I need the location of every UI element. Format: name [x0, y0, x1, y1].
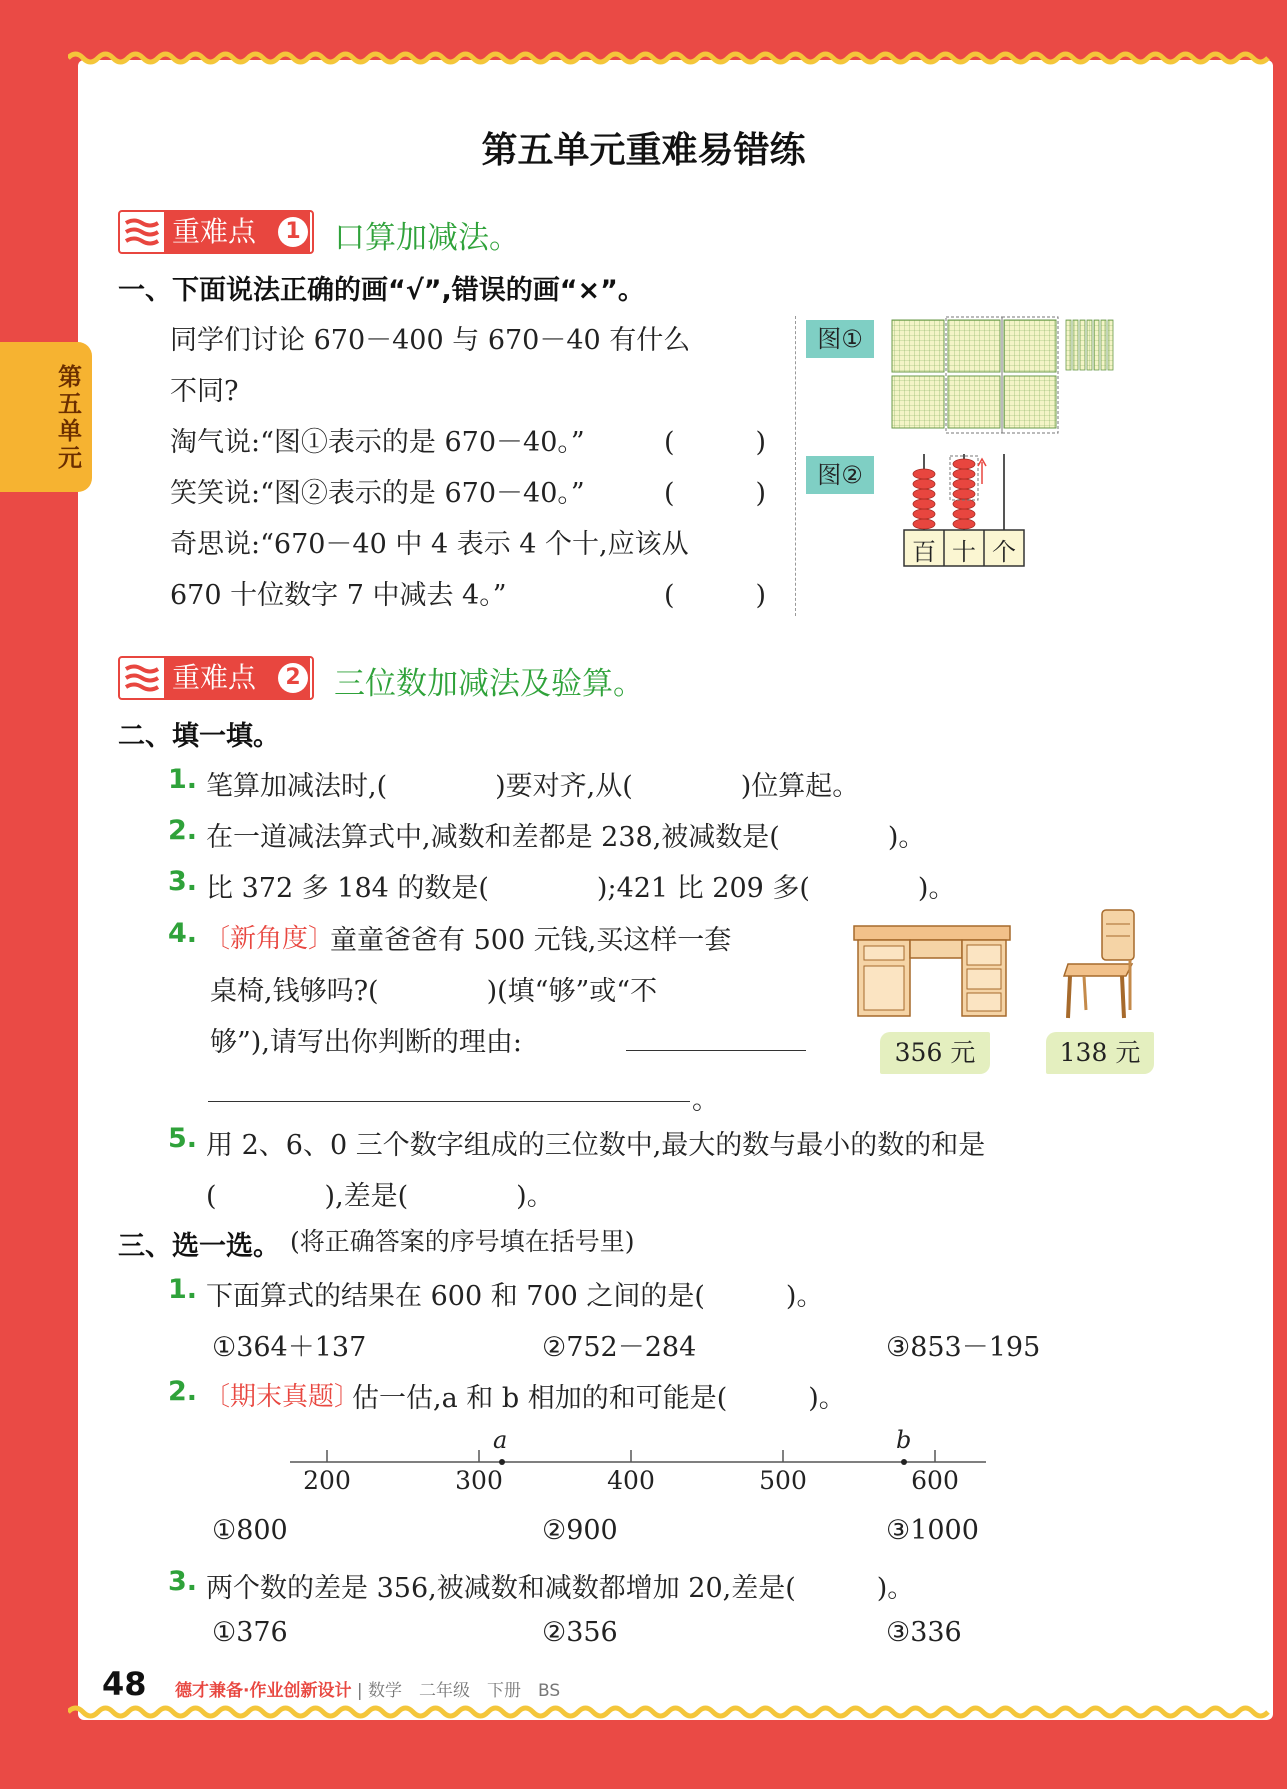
section-3-note: (将正确答案的序号填在括号里) [290, 1227, 635, 1256]
unit-side-tab [0, 342, 92, 492]
q1-intro-line2: 不同? [170, 376, 239, 407]
fill-item-1: 笔算加减法时,( )要对齐,从( )位算起。 [206, 771, 860, 802]
item-number: 5. [168, 1123, 198, 1154]
desk-price: 356 元 [880, 1032, 990, 1074]
divider [795, 316, 796, 616]
choice-option[interactable]: ①364＋137 [212, 1332, 367, 1363]
badge-label: 重难点 [164, 658, 310, 698]
item-number: 2. [168, 1376, 198, 1407]
item-number: 4. [168, 918, 198, 949]
choice-question-3: 两个数的差是 356,被减数和减数都增加 20,差是( )。 [206, 1573, 915, 1604]
page-number: 48 [102, 1665, 147, 1703]
badge-label: 重难点 [164, 212, 310, 252]
desk-illustration [852, 918, 1012, 1020]
wave-lines-icon [124, 218, 162, 246]
item5-line2: ( ),差是( )。 [206, 1181, 554, 1212]
reason-answer-line-2[interactable] [208, 1101, 690, 1102]
section-1-header: 一、下面说法正确的画“√”,错误的画“×”。 [118, 275, 645, 306]
tick-label: 500 [759, 1466, 807, 1495]
answer-blank[interactable]: ( ) [664, 427, 767, 458]
answer-blank[interactable]: ( ) [664, 478, 767, 509]
reason-answer-line[interactable] [626, 1050, 806, 1051]
choice-question-2: 估一估,a 和 b 相加的和可能是( )。 [352, 1383, 846, 1414]
item4-line1: 童童爸爸有 500 元钱,买这样一套 [330, 925, 732, 956]
new-angle-tag: 〔新角度〕 [204, 924, 335, 954]
wavy-border-bottom [68, 1704, 1273, 1720]
badge-number: 1 [278, 217, 308, 247]
item4-line3: 够”),请写出你判断的理由: [210, 1027, 523, 1058]
unit-side-tab-label: 第五单元 [58, 363, 82, 472]
figure-1-label: 图① [806, 320, 874, 358]
choice-question-1: 下面算式的结果在 600 和 700 之间的是( )。 [206, 1281, 824, 1312]
tick-label: 200 [303, 1466, 351, 1495]
chair-illustration [1062, 906, 1140, 1022]
q1-intro-line1: 同学们讨论 670－400 与 670－40 有什么 [170, 325, 691, 356]
item-number: 3. [168, 866, 198, 897]
choice-option[interactable]: ③336 [886, 1617, 962, 1648]
wave-lines-icon [124, 664, 162, 692]
item-number: 1. [168, 764, 198, 795]
item-number: 2. [168, 815, 198, 846]
badge-number: 2 [278, 663, 308, 693]
footer-book-info: 数学 二年级 下册 BS [368, 1681, 561, 1701]
abacus-figure [900, 448, 1030, 588]
chair-price: 138 元 [1046, 1032, 1154, 1074]
q1-statement-3: 奇思说:“670－40 中 4 表示 4 个十,应该从 [170, 529, 689, 560]
base-ten-blocks-figure [890, 316, 1150, 436]
abacus-label-tens: 十 [952, 538, 976, 566]
page-title: 第五单元重难易错练 [481, 130, 806, 171]
choice-option[interactable]: ①800 [212, 1515, 288, 1546]
key-point-badge-1 [118, 210, 314, 254]
key-point-badge-2 [118, 656, 314, 700]
q1-statement-1: 淘气说:“图①表示的是 670－40。” [170, 427, 585, 458]
point-b-label: b [896, 1426, 912, 1454]
item-number: 1. [168, 1274, 198, 1305]
tick-label: 600 [911, 1466, 959, 1495]
choice-option[interactable]: ②900 [542, 1515, 618, 1546]
key-point-heading-1: 口算加减法。 [334, 220, 520, 256]
fill-item-3: 比 372 多 184 的数是( );421 比 209 多( )。 [206, 873, 956, 904]
tick-label: 300 [455, 1466, 503, 1495]
tick-label: 400 [607, 1466, 655, 1495]
point-a-label: a [493, 1426, 508, 1454]
final-exam-tag: 〔期末真题〕 [204, 1382, 361, 1412]
item4-line4-end: 。 [692, 1085, 719, 1116]
abacus-label-hundreds: 百 [912, 538, 936, 566]
choice-option[interactable]: ③1000 [886, 1515, 979, 1546]
item5-line1: 用 2、6、0 三个数字组成的三位数中,最大的数与最小的数的和是 [206, 1130, 986, 1161]
item4-line2: 桌椅,钱够吗?( )(填“够”或“不 [210, 976, 658, 1007]
fill-item-2: 在一道减法算式中,减数和差都是 238,被减数是( )。 [206, 822, 926, 853]
footer-brand: 德才兼备·作业创新设计 [175, 1681, 352, 1701]
q1-statement-3-cont: 670 十位数字 7 中减去 4。” [170, 580, 507, 611]
abacus-label-ones: 个 [992, 538, 1016, 566]
choice-option[interactable]: ③853－195 [886, 1332, 1041, 1363]
footer-separator: | [356, 1681, 363, 1701]
footer-info [175, 1676, 560, 1701]
section-2-header: 二、填一填。 [118, 721, 280, 752]
key-point-heading-2: 三位数加减法及验算。 [334, 666, 644, 702]
choice-option[interactable]: ②356 [542, 1617, 618, 1648]
wavy-border-top [68, 50, 1273, 66]
answer-blank[interactable]: ( ) [664, 580, 767, 611]
figure-2-label: 图② [806, 456, 874, 494]
choice-option[interactable]: ①376 [212, 1617, 288, 1648]
choice-option[interactable]: ②752－284 [542, 1332, 697, 1363]
item-number: 3. [168, 1566, 198, 1597]
q1-statement-2: 笑笑说:“图②表示的是 670－40。” [170, 478, 585, 509]
section-3-header: 三、选一选。 [118, 1231, 280, 1262]
